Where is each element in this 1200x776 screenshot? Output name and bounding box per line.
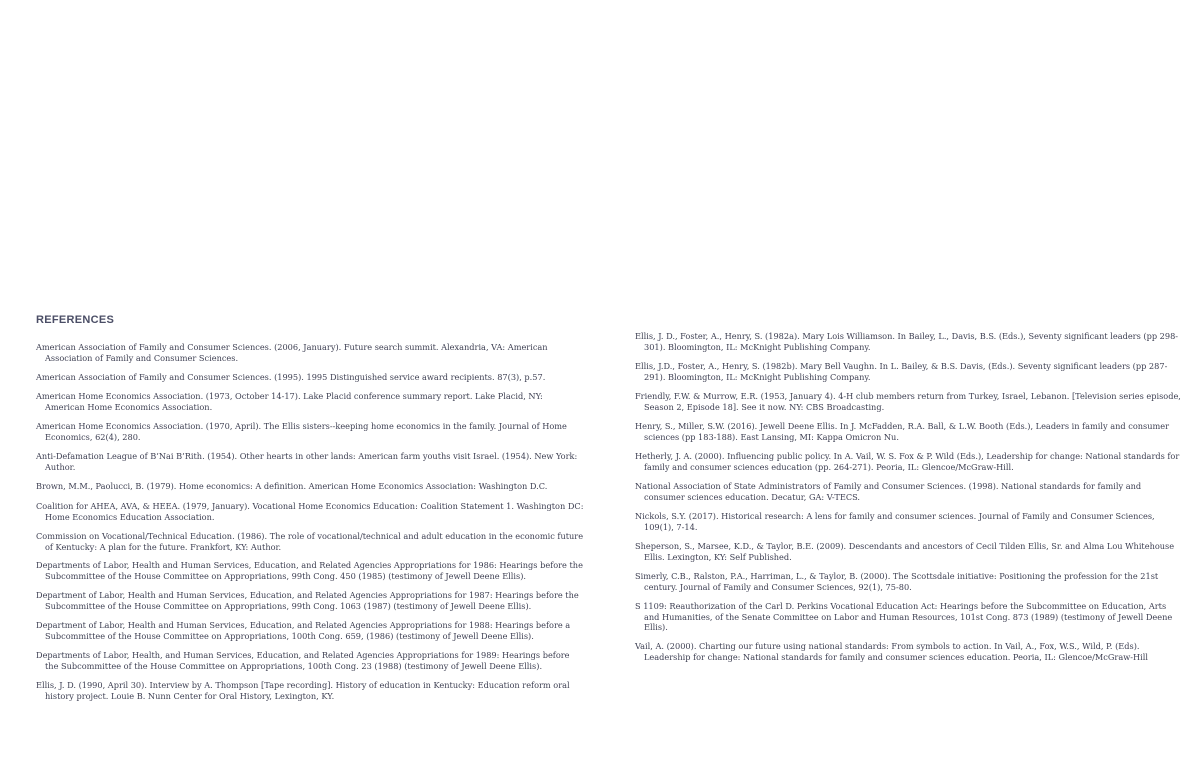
reference-entry: Ellis, J. D., Foster, A., Henry, S. (1982a). Mary Lois Williamson. In Bailey, L., Davis, B.S. (Eds.), Seventy significant leaders (pp 298-301). Bloomington, IL: McKnight Publishing Company. — [635, 331, 1179, 352]
reference-entry: Brown, M.M., Paolucci, B. (1979). Home economics: A definition. American Home Economics Association: Washington D.C. — [36, 481, 548, 491]
reference-entry: Friendly, F.W. & Murrow, E.R. (1953, January 4). 4-H club members return from Turkey, Israel, Lebanon. [Television series episode, Season 2, Episode 18]. See it now. NY: CBS Broadcasting. — [635, 391, 1181, 412]
reference-entry: Ellis, J.D., Foster, A., Henry, S. (1982b). Mary Bell Vaughn. In L. Bailey, & B.S. Davis, (Eds.). Seventy significant leaders (pp 287-291). Bloomington, IL: McKnight Publishing Company. — [635, 361, 1168, 382]
reference-entry: Hetherly, J. A. (2000). Influencing public policy. In A. Vail, W. S. Fox & P. Wild (Eds.), Leadership for change: National standards for family and consumer sciences education (pp. 264-271). Peoria, IL: Glencoe/McGraw-Hill. — [635, 451, 1180, 472]
reference-entry: Department of Labor, Health and Human Services, Education, and Related Agencies Appropriations for 1987: Hearings before the Subcommittee of the House Committee on Appropriations, 99th Cong. 1063 (1987) (testimony of Jewell Deene Ellis). — [36, 590, 579, 611]
reference-entry: Nickols, S.Y. (2017). Historical research: A lens for family and consumer sciences. Journal of Family and Consumer Sciences, 109(1), 7-14. — [635, 511, 1155, 532]
reference-entry: Vail, A. (2000). Charting our future using national standards: From symbols to action. In Vail, A., Fox, W.S., Wild, P. (Eds). Leadership for change: National standards for family and consumer sciences education. Peoria, IL: Glencoe/McGraw-Hill — [635, 641, 1148, 662]
reference-entry: Commission on Vocational/Technical Education. (1986). The role of vocational/technical and adult education in the economic future of Kentucky: A plan for the future. Frankfort, KY: Author. — [36, 531, 584, 552]
reference-entry: Departments of Labor, Health, and Human Services, Education, and Related Agencies Appropriations for 1989: Hearings before the Subcommittee of the House Committee on Appropriations, 100th Cong. 23 (1988) (testimony of Jewell Deene Ellis). — [36, 650, 570, 671]
reference-entry: Henry, S., Miller, S.W. (2016). Jewell Deene Ellis. In J. McFadden, R.A. Ball, & L.W. Booth (Eds.), Leaders in family and consumer sciences (pp 183-188). East Lansing, MI: Kappa Omicron Nu. — [635, 421, 1170, 442]
reference-entry: Ellis, J. D. (1990, April 30). Interview by A. Thompson [Tape recording]. History of education in Kentucky: Education reform oral history project. Louie B. Nunn Center for Oral History, Lexington, KY. — [36, 680, 570, 701]
reference-entry: American Home Economics Association. (1970, April). The Ellis sisters--keeping home economics in the family. Journal of Home Economics, 62(4), 280. — [36, 421, 567, 442]
reference-entry: Coalition for AHEA, AVA, & HEEA. (1979, January). Vocational Home Economics Education: Coalition Statement 1. Washington DC: Home Economics Education Association. — [36, 501, 584, 522]
reference-entry: Anti-Defamation League of B’Nai B’Rith. (1954). Other hearts in other lands: American farm youths visit Israel. (1954). New York: Author. — [36, 451, 578, 472]
reference-entry: American Association of Family and Consumer Sciences. (1995). 1995 Distinguished service award recipients. 87(3), p.57. — [36, 372, 546, 382]
reference-entry: American Association of Family and Consumer Sciences. (2006, January). Future search summit. Alexandria, VA: American Association of Family and Consumer Sciences. — [36, 342, 548, 363]
reference-entry: American Home Economics Association. (1973, October 14-17). Lake Placid conference summary report. Lake Placid, NY: American Home Economics Association. — [36, 391, 543, 412]
reference-entry: Department of Labor, Health and Human Services, Education, and Related Agencies Appropriations for 1988: Hearings before a Subcommittee of the House Committee on Appropriations, 100th Cong. 659, (1986) (testimony of Jewell Deene Ellis). — [36, 620, 571, 641]
reference-entry: National Association of State Administrators of Family and Consumer Sciences. (1998). National standards for family and consumer sciences education. Decatur, GA: V-TECS. — [635, 481, 1142, 502]
reference-entry: Departments of Labor, Health and Human Services, Education, and Related Agencies Appropriations for 1986: Hearings before the Subcommittee of the House Committee on Appropriations, 99th Cong. 450 (1985) (testimony of Jewell Deene Ellis). — [36, 560, 583, 581]
reference-entry: S 1109: Reauthorization of the Carl D. Perkins Vocational Education Act: Hearings before the Subcommittee on Education, Arts and Humanities, of the Senate Committee on Labor and Human Resources, 101st Cong. 873 (1989) (testimony of Jewell Deene Ellis). — [635, 601, 1173, 632]
references-heading: REFERENCES — [36, 314, 115, 326]
reference-entry: Simerly, C.B., Ralston, P.A., Harriman, L., & Taylor, B. (2000). The Scottsdale initiative: Positioning the profession for the 21st century. Journal of Family and Consumer Sciences, 92(1), 75-80. — [635, 571, 1159, 592]
reference-entry: Sheperson, S., Marsee, K.D., & Taylor, B.E. (2009). Descendants and ancestors of Cecil Tilden Ellis, Sr. and Alma Lou Whitehouse Ellis. Lexington, KY: Self Published. — [635, 541, 1175, 562]
